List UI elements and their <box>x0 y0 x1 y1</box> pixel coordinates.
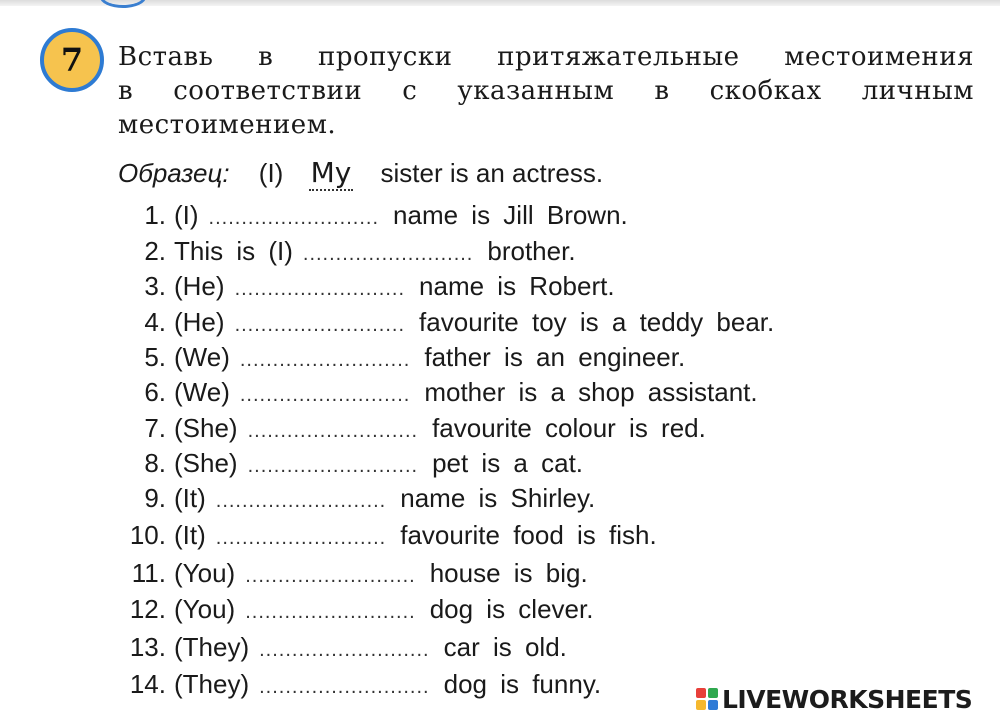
item-sentence: brother. <box>487 236 576 266</box>
exercise-item <box>112 307 774 338</box>
answer-blank[interactable]: .......................... <box>234 278 406 300</box>
item-number: 2. <box>144 236 166 266</box>
item-number: 4. <box>144 307 166 337</box>
answer-blank[interactable]: .......................... <box>247 420 419 442</box>
answer-blank[interactable]: .......................... <box>215 527 387 549</box>
item-pronoun: (We) <box>174 342 230 372</box>
sample-rest: sister is an actress. <box>380 158 604 188</box>
item-sentence: favourite colour is red. <box>432 413 706 443</box>
item-number: 3. <box>144 271 166 301</box>
exercise-item <box>112 594 593 625</box>
answer-blank[interactable]: .......................... <box>245 565 416 587</box>
item-sentence: pet is a cat. <box>432 448 584 478</box>
logo-square <box>708 688 718 698</box>
item-number: 10. <box>129 520 166 550</box>
watermark-text: LIVEWORKSHEETS <box>722 684 973 714</box>
exercise-item <box>112 669 601 700</box>
item-pronoun: (He) <box>174 271 225 301</box>
answer-blank[interactable]: .......................... <box>208 207 380 229</box>
item-number: 11. <box>131 558 166 588</box>
exercise-item <box>112 377 758 408</box>
answer-blank[interactable]: .......................... <box>239 349 411 371</box>
item-pronoun: (She) <box>174 413 238 443</box>
answer-blank[interactable]: .......................... <box>247 455 419 477</box>
answer-blank[interactable]: .......................... <box>259 676 430 698</box>
exercise-item <box>112 413 706 444</box>
sample-answer: My <box>310 156 352 189</box>
item-pronoun: (You) <box>174 558 236 588</box>
item-sentence: father is an engineer. <box>424 342 686 372</box>
item-number: 1. <box>144 200 166 230</box>
answer-blank[interactable]: .......................... <box>245 601 416 623</box>
item-number: 6. <box>144 377 166 407</box>
item-pronoun: (You) <box>174 594 236 624</box>
item-pronoun: (I) <box>174 200 199 230</box>
sample-sentence <box>118 156 603 189</box>
item-sentence: dog is funny. <box>443 669 602 699</box>
watermark <box>696 686 972 712</box>
item-number: 9. <box>144 483 166 513</box>
exercise-item <box>112 200 628 231</box>
item-sentence: name is Jill Brown. <box>393 200 628 230</box>
item-pronoun: (They) <box>174 669 250 699</box>
logo-square <box>696 688 706 698</box>
exercise-item <box>112 520 657 551</box>
item-sentence: car is old. <box>443 632 567 662</box>
answer-blank[interactable]: .......................... <box>215 490 387 512</box>
instruction-line: местоимением. <box>118 110 337 140</box>
item-sentence: house is big. <box>429 558 588 588</box>
exercise-instruction <box>118 40 974 142</box>
answer-blank[interactable]: .......................... <box>302 243 474 265</box>
item-sentence: favourite toy is a teddy bear. <box>419 307 775 337</box>
exercise-number: 7 <box>60 41 84 79</box>
item-pronoun: (She) <box>174 448 238 478</box>
item-pronoun: (It) <box>174 483 206 513</box>
instruction-line: Вставь в пропуски притяжательные местоимения <box>118 42 974 72</box>
item-number: 14. <box>129 669 166 699</box>
item-number: 7. <box>144 413 166 443</box>
exercise-item <box>112 632 567 663</box>
item-sentence: dog is clever. <box>429 594 594 624</box>
item-pronoun: (They) <box>174 632 250 662</box>
item-sentence: name is Robert. <box>419 271 615 301</box>
exercise-item <box>112 448 583 479</box>
item-sentence: name is Shirley. <box>400 483 596 513</box>
item-number: 12. <box>129 594 166 624</box>
instruction-line: в соответствии с указанным в скобках личным <box>118 76 974 106</box>
item-number: 5. <box>144 342 166 372</box>
exercise-item <box>112 236 576 267</box>
previous-badge-arc <box>100 0 146 8</box>
exercise-item <box>112 558 588 589</box>
liveworksheets-logo-icon <box>696 688 718 710</box>
exercise-item <box>112 483 595 514</box>
answer-blank[interactable]: .......................... <box>259 639 430 661</box>
top-edge <box>0 0 1000 6</box>
item-pronoun: (We) <box>174 377 230 407</box>
exercise-number-badge <box>40 28 104 92</box>
sample-pronoun: (I) <box>258 158 284 188</box>
item-pronoun: (He) <box>174 307 225 337</box>
item-pronoun: (It) <box>174 520 206 550</box>
logo-square <box>696 700 706 710</box>
item-pronoun: This is (I) <box>174 236 293 266</box>
exercise-item <box>112 342 685 373</box>
item-number: 8. <box>144 448 166 478</box>
item-sentence: mother is a shop assistant. <box>424 377 758 407</box>
sample-label: Образец: <box>118 158 230 188</box>
item-number: 13. <box>129 632 166 662</box>
answer-blank[interactable]: .......................... <box>239 384 411 406</box>
item-sentence: favourite food is fish. <box>400 520 657 550</box>
logo-square <box>708 700 718 710</box>
answer-blank[interactable]: .......................... <box>234 314 406 336</box>
exercise-item <box>112 271 615 302</box>
